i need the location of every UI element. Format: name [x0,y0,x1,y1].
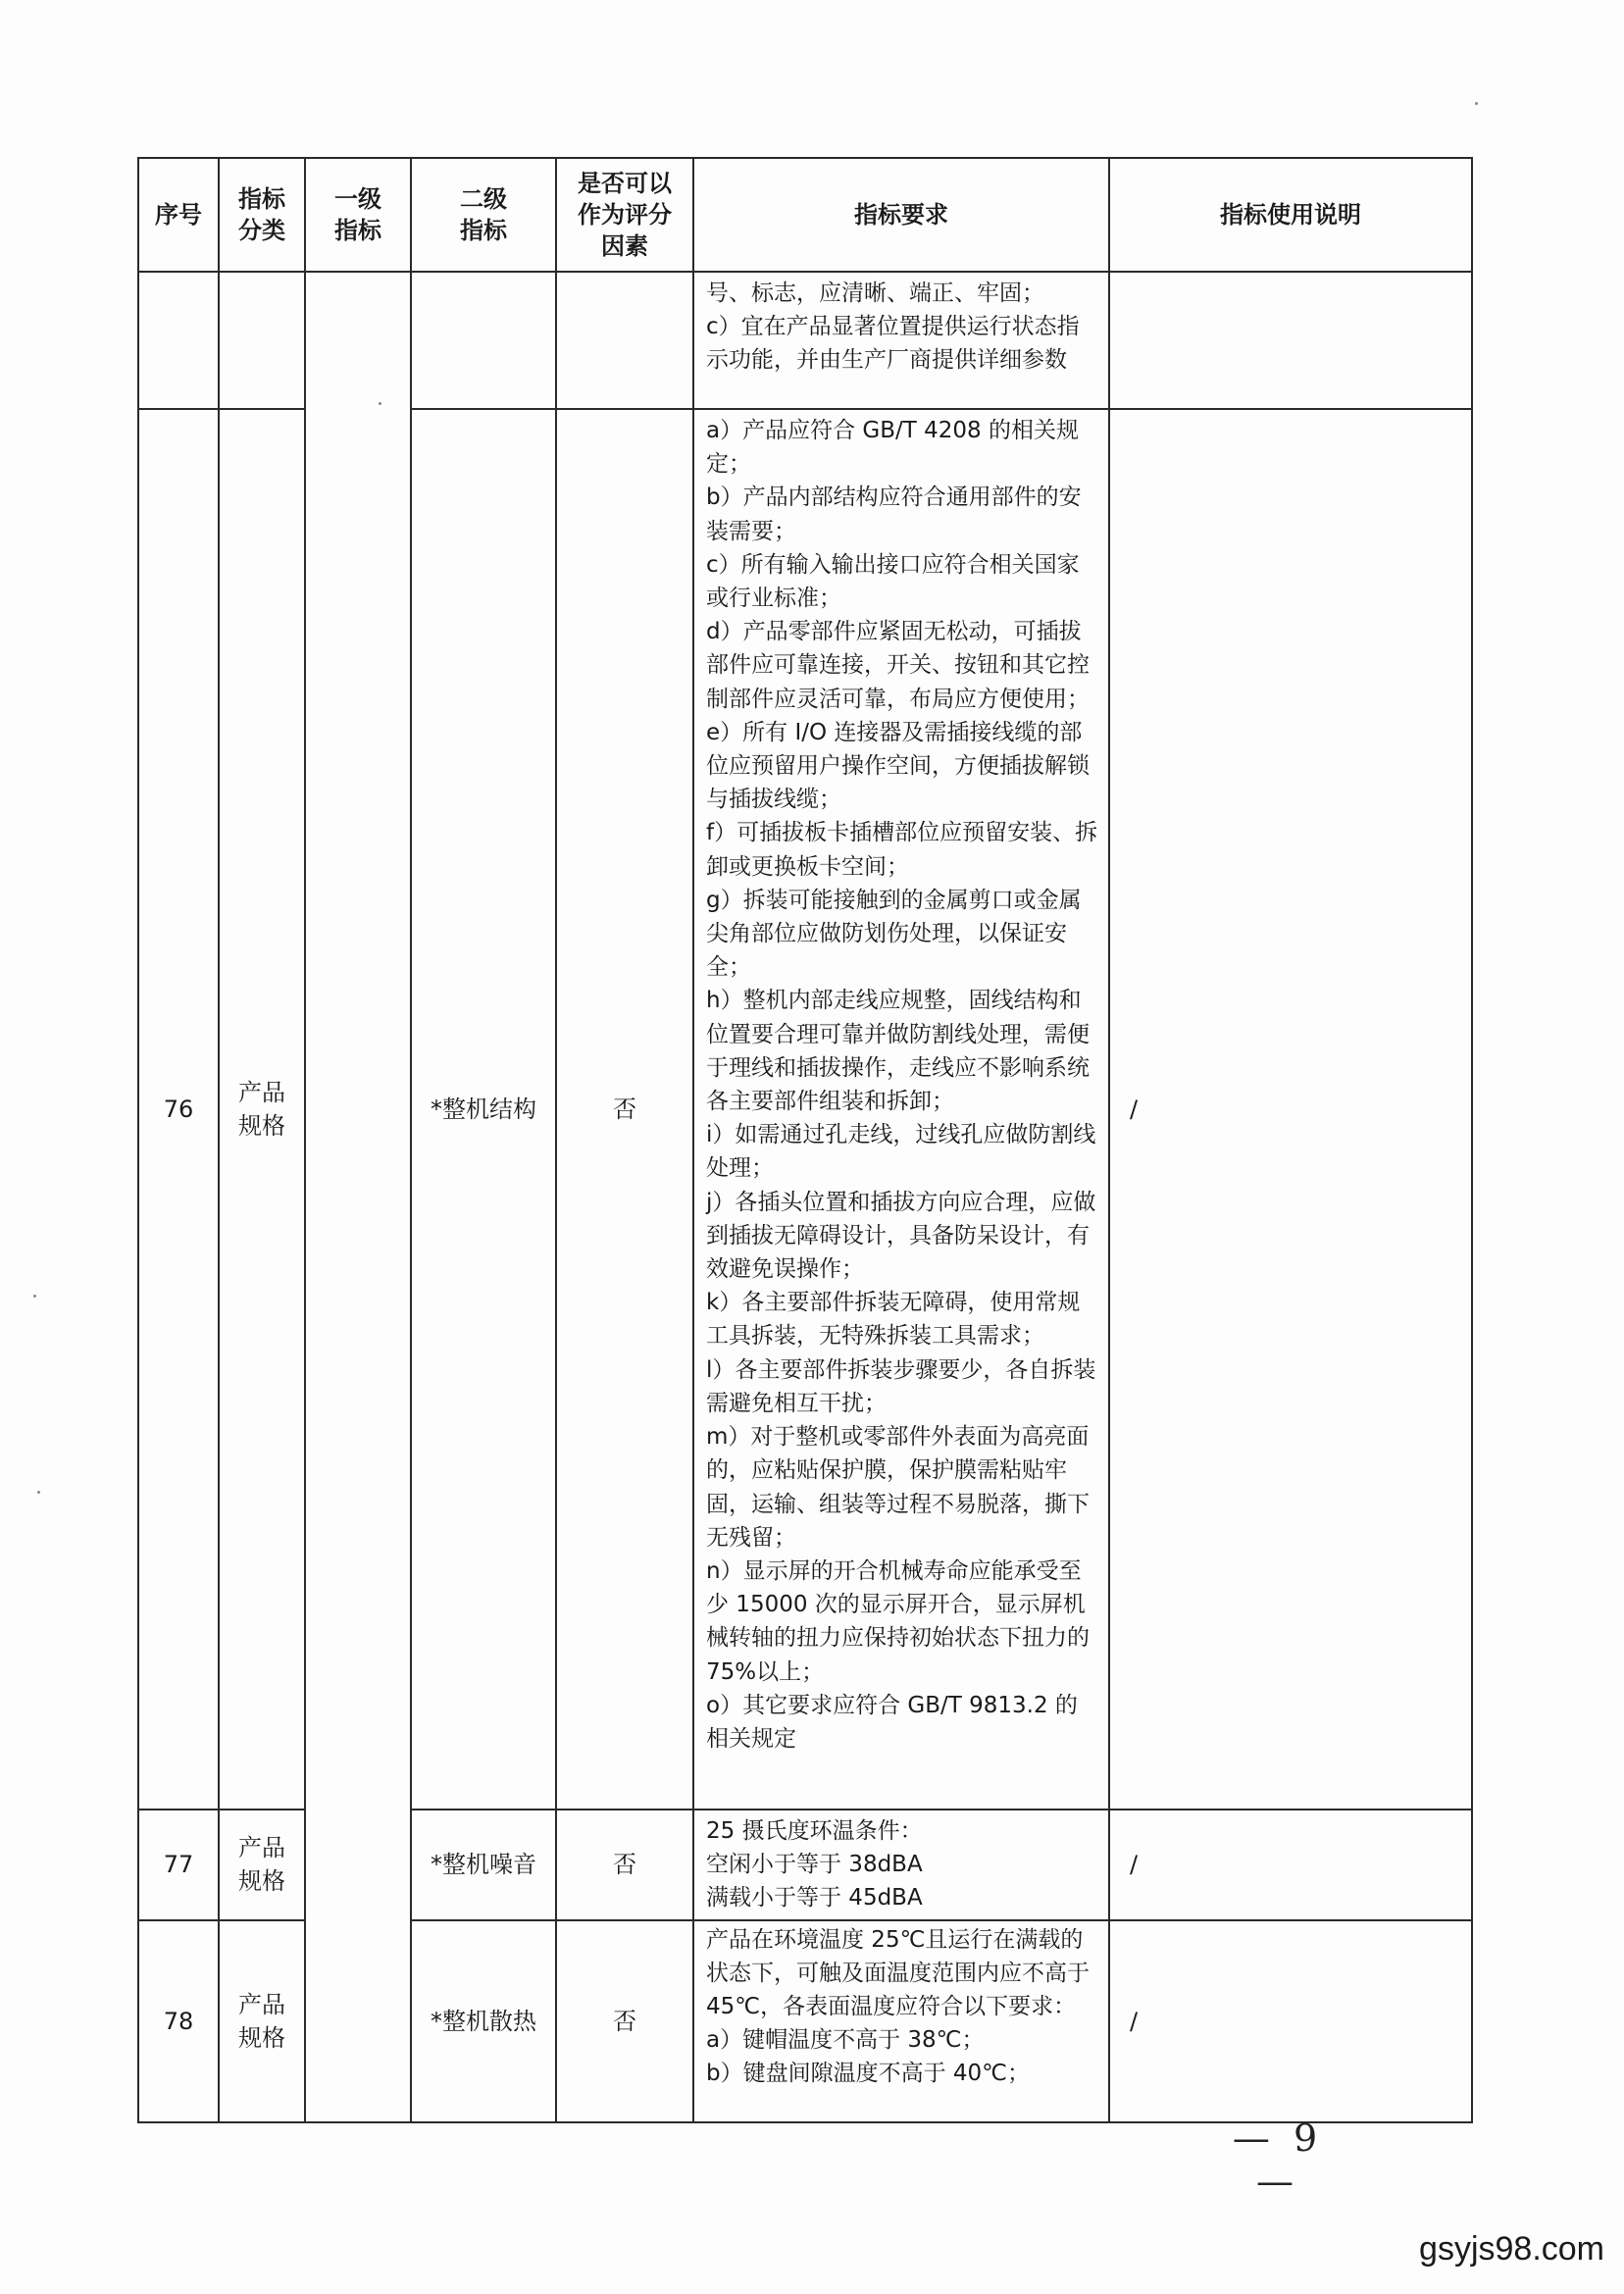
scan-speck [37,1491,40,1494]
table-header-row [138,158,1472,272]
cell-requirements [693,409,1109,1810]
cell-scoring-factor: 否 [556,1810,693,1920]
cell-level2-indicator: *整机散热 [411,1920,556,2122]
requirement-line: 号、标志，应清晰、端正、牢固； [706,280,1044,306]
header-usage-notes: 指标使用说明 [1109,158,1472,272]
header-serial-number: 序号 [138,158,219,272]
header-level2-indicator: 二级 指标 [411,158,556,272]
cell-scoring-factor: 否 [556,409,693,1810]
requirement-line: c）宜在产品显著位置提供运行状态指示功能，并由生产厂商提供详细参数 [706,314,1080,374]
cell-requirements [693,1920,1109,2122]
requirement-item-h: h）整机内部走线应规整，固线结构和位置要合理可靠并做防割线处理，需便于理线和插拔操作，走线应不影响系统各主要部件组装和拆卸； [706,988,1090,1115]
requirement-item-d: d）产品零部件应紧固无松动，可插拔部件应可靠连接，开关、按钮和其它控制部件应灵活可靠，布局应方便使用； [706,619,1090,712]
requirement-line: 产品在环境温度 25℃且运行在满载的状态下，可触及面温度范围内应不高于 45℃，各表面温度应符合以下要求： [706,1926,1090,2020]
cell-requirements [693,1810,1109,1920]
cell-category: 产品 规格 [219,1920,305,2122]
cell-usage-notes: / [1109,1920,1472,2122]
cell-level2-indicator: *整机结构 [411,409,556,1810]
cell-usage-notes: / [1109,409,1472,1810]
requirement-item-o: o）其它要求应符合 GB/T 9813.2 的相关规定 [706,1692,1078,1752]
cell-level2-indicator: *整机噪音 [411,1810,556,1920]
cell-requirements [693,272,1109,409]
requirement-item-e: e）所有 I/O 连接器及需插接线缆的部位应预留用户操作空间，方便插拔解锁与插拔线缆； [706,719,1090,813]
requirement-item-j: j）各插头位置和插拔方向应合理，应做到插拔无障碍设计，具备防呆设计，有效避免误操作； [706,1189,1096,1283]
cell-usage-notes: / [1109,1810,1472,1920]
requirement-item-k: k）各主要部件拆装无障碍，使用常规工具拆装，无特殊拆装工具需求； [706,1290,1081,1350]
cell-usage-notes [1109,272,1472,409]
cell-category: 产品 规格 [219,409,305,1810]
table-row-continuation [138,272,1472,409]
cell-serial-number [138,272,219,409]
cell-level1-indicator [305,272,411,2122]
requirement-item-c: c）所有输入输出接口应符合相关国家或行业标准； [706,551,1080,612]
requirement-item-i: i）如需通过孔走线，过线孔应做防割线处理； [706,1122,1096,1182]
header-scoring-factor: 是否可以 作为评分 因素 [556,158,693,272]
scan-speck [33,1295,36,1298]
requirement-line: 满载小于等于 45dBA [706,1885,923,1912]
cell-scoring-factor: 否 [556,1920,693,2122]
site-watermark: gsyjs98.com [1419,2230,1604,2268]
requirement-line: 空闲小于等于 38dBA [706,1852,923,1878]
page-number: — 9 — [1232,2116,1324,2203]
requirement-line: 25 摄氏度环温条件： [706,1818,923,1844]
requirement-item-b: b）键盘间隙温度不高于 40℃； [706,2061,1031,2087]
cell-serial-number: 78 [138,1920,219,2122]
requirement-item-b: b）产品内部结构应符合通用部件的安装需要； [706,484,1082,544]
cell-serial-number: 77 [138,1810,219,1920]
requirement-item-l: l）各主要部件拆装步骤要少，各自拆装需避免相互干扰； [706,1356,1096,1416]
requirement-item-m: m）对于整机或零部件外表面为高亮面的，应粘贴保护膜，保护膜需粘贴牢固，运输、组装等过程不易脱落，撕下无残留； [706,1424,1090,1551]
requirement-item-n: n）显示屏的开合机械寿命应能承受至少 15000 次的显示屏开合，显示屏机械转轴的扭力应保持初始状态下扭力的 75%以上； [706,1557,1090,1685]
cell-scoring-factor [556,272,693,409]
cell-category: 产品 规格 [219,1810,305,1920]
requirement-item-a: a）键帽温度不高于 38℃； [706,2027,985,2054]
header-level1-indicator: 一级 指标 [305,158,411,272]
requirement-item-g: g）拆装可能接触到的金属剪口或金属尖角部位应做防划伤处理，以保证安全； [706,887,1082,981]
cell-level2-indicator [411,272,556,409]
cell-category [219,272,305,409]
scan-speck [1475,102,1478,105]
cell-serial-number: 76 [138,409,219,1810]
requirement-item-a: a）产品应符合 GB/T 4208 的相关规定； [706,418,1079,478]
requirement-item-f: f）可插拔板卡插槽部位应预留安装、拆卸或更换板卡空间； [706,820,1098,880]
spec-table [137,157,1473,2123]
header-indicator-category: 指标 分类 [219,158,305,272]
header-indicator-requirements: 指标要求 [693,158,1109,272]
